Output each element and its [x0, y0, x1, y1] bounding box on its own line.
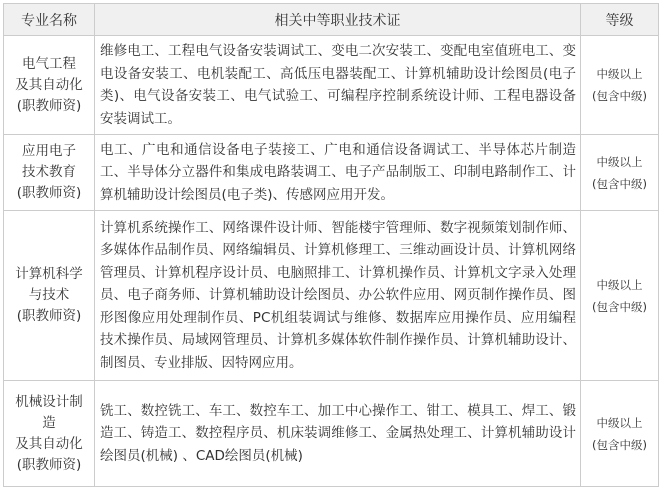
- level-line: (包含中级): [592, 176, 647, 191]
- major-name-line: (职教师资): [16, 456, 82, 473]
- major-name-line: 及其自动化: [15, 76, 83, 93]
- level-cell: [581, 135, 659, 211]
- major-name-cell: [4, 211, 95, 381]
- table-row: [4, 381, 659, 487]
- level-cell: [581, 381, 659, 487]
- major-name-cell: [4, 135, 95, 211]
- level-line: 中级以上: [596, 277, 643, 292]
- level-line: (包含中级): [592, 299, 647, 314]
- level-line: (包含中级): [592, 437, 647, 452]
- level-line: 中级以上: [596, 154, 643, 169]
- header-certificates: 相关中等职业技术证: [95, 4, 581, 36]
- major-name-line: (职教师资): [16, 185, 82, 201]
- table-row: [4, 135, 659, 211]
- major-name-line: 技术教育: [22, 164, 76, 180]
- level-line: 中级以上: [596, 415, 643, 430]
- major-name-line: 与技术: [28, 287, 70, 303]
- header-major: 专业名称: [4, 4, 95, 36]
- level-cell: [581, 36, 659, 135]
- level-cell: [581, 211, 659, 381]
- certificates-cell: 电工、广电和通信设备电子装接工、广电和通信设备调试工、半导体芯片制造工、半导体分立器件和集成电路装调工、电子产品制版工、印制电路制作工、计算机辅助设计绘图员(电子类)、传感网应用开发。: [95, 135, 581, 211]
- major-name-line: 电气工程: [22, 55, 76, 72]
- certificates-cell: 计算机系统操作工、网络课件设计师、智能楼宇管理师、数字视频策划制作师、多媒体作品制作员、网络编辑员、计算机修理工、三维动画设计员、计算机网络管理员、计算机程序设计员、电脑照排工、计算机操作员、计算机文字录入处理员、电子商务师、计算机辅助设计绘图员、办公软件应用、网页制作操作员、图形图像应用处理制作员、PC机组装调试与维修、数据库应用操作员、应用编程技术操作员、局域网管理员、计算机多媒体软件制作操作员、计算机辅助设计、制图员、专业排版、因特网应用。: [95, 211, 581, 381]
- major-name-cell: [4, 381, 95, 487]
- major-name-line: 计算机科学: [15, 266, 83, 282]
- major-name-line: (职教师资): [16, 97, 82, 114]
- major-name-line: 机械设计制: [15, 393, 83, 410]
- level-line: 中级以上: [596, 67, 643, 81]
- major-name-cell: [4, 36, 95, 135]
- certificates-cell: 铣工、数控铣工、车工、数控车工、加工中心操作工、钳工、模具工、焊工、锻造工、铸造工、数控程序员、机床装调维修工、金属热处理工、计算机辅助设计绘图员(机械) 、CAD绘图员(机械): [95, 381, 581, 487]
- table-row: [4, 36, 659, 135]
- certificates-cell: 维修电工、工程电气设备安装调试工、变电二次安装工、变配电室值班电工、变电设备安装工、电机装配工、高低压电器装配工、计算机辅助设计绘图员(电子类)、电气设备安装工、电气试验工、可编程序控制系统设计师、工程电器设备安装调试工。: [95, 36, 581, 135]
- major-name-line: 应用电子: [22, 143, 76, 159]
- table-header-row: [4, 4, 659, 36]
- major-name-line: 造: [42, 414, 56, 431]
- qualification-table: [3, 3, 659, 487]
- header-level: 等级: [581, 4, 659, 36]
- major-name-line: (职教师资): [16, 308, 82, 324]
- level-line: (包含中级): [592, 89, 647, 103]
- table-row: [4, 211, 659, 381]
- major-name-line: 及其自动化: [15, 435, 83, 452]
